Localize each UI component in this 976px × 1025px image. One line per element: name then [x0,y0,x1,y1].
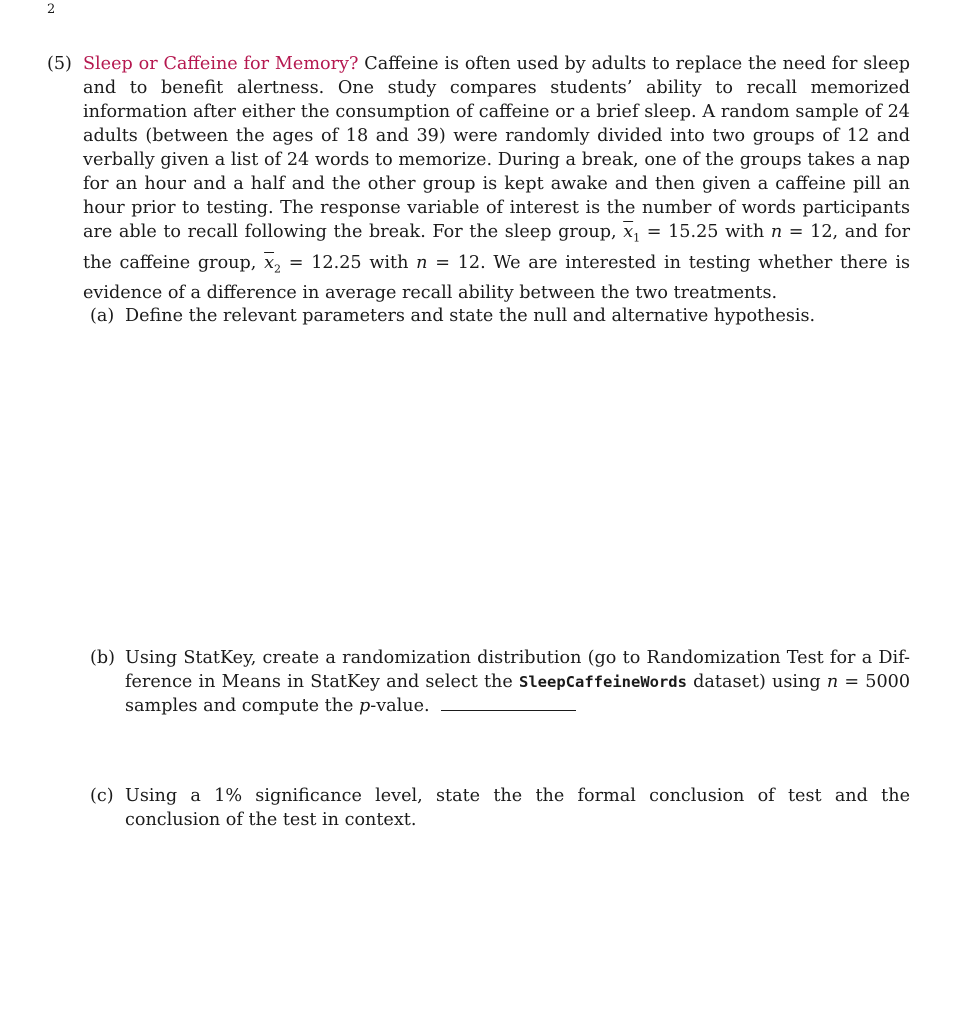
problem-number: (5) [47,54,72,74]
part-b-text-3: = 5000 samples and compute the [125,672,911,716]
part-a-text: Define the relevant parameters and state the null and alternative hypothesis. [125,306,816,326]
problem-text-5: = 12. We are interested in testing whether there is evidence of a difference in average recall ability between the two treatments. [83,252,911,304]
part-c-text: Using a 1% significance level, state the the formal conclusion of test and the conclusion of the test in context. [125,786,910,830]
part-b-text-2: dataset) using [693,672,821,692]
p-value-answer-blank[interactable] [441,694,576,711]
problem-text-1: Caffeine is often used by adults to replace the need for sleep and to benefit alertness. One study compares students’ ability to recall memorized information after either the consumption of caffeine or a brief sleep. A random sample of 24 adults (between the ages of 18 and 39) were randomly divided into two groups of 12 and verbally given a list of 24 words to memorize. During a break, one of the groups takes a nap for an hour and a half and the other group is kept awake and then given a caffeine pill an hour prior to testing. The response variable of interest is the number of words participants are able to recall following the break. For the sleep group, [83,54,911,242]
p-symbol: p [359,696,371,716]
dataset-name: SleepCaffeineWords [519,673,687,691]
part-b-text-4: -value. [370,696,430,716]
problem-text-3: = 12, and for the caffeine group, [83,222,910,273]
n-symbol: n [826,672,839,692]
part-b-label: (b) [90,648,115,668]
problem-5 [47,52,910,305]
xbar2-symbol: $\overline{x}$ [264,252,275,273]
part-b [90,646,910,718]
problem-text-4: = 12.25 with [288,252,409,273]
xbar1-symbol: $\overline{x}$ [623,222,634,242]
problem-text-2: = 15.25 with [646,222,765,242]
part-a-label: (a) [90,306,115,326]
problem-title-link[interactable]: Sleep or Caffeine for Memory? [83,54,359,74]
xbar1-subscript: 1 [633,231,641,245]
part-b-text-1: Using StatKey, create a randomization distribution (go to Randomization Test for a Dif-ference in Means in StatKey and select the [125,648,910,692]
part-a [90,304,910,328]
part-c-label: (c) [90,786,114,806]
n2-symbol: n [416,252,428,273]
n1-symbol: n [770,222,783,242]
page-number: 2 [47,2,56,17]
xbar2-subscript: 2 [274,262,282,276]
problem-statement [83,52,910,305]
part-c [90,784,910,832]
part-b-text [125,646,910,718]
